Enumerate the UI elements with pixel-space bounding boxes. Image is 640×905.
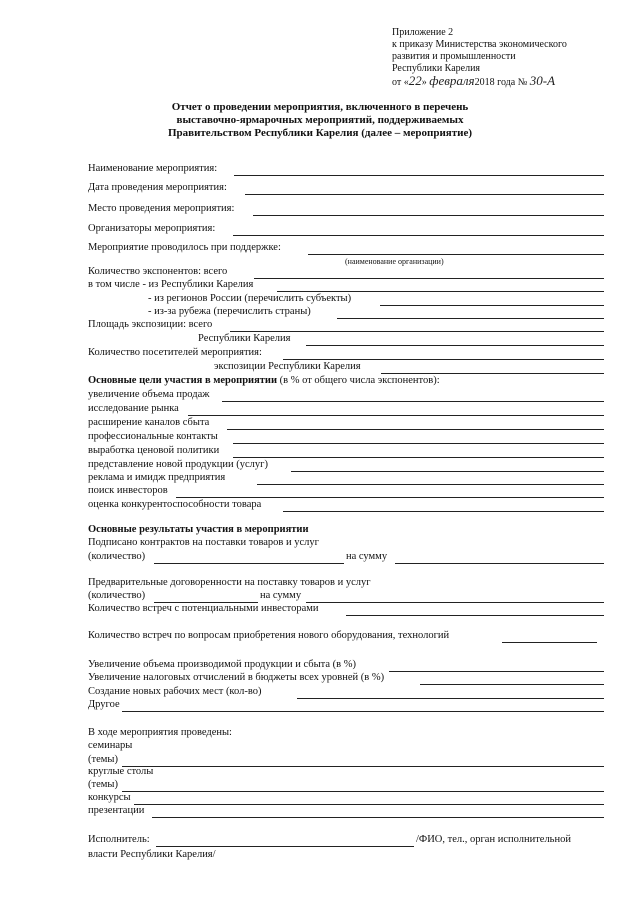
goal-item-line[interactable] (257, 484, 604, 485)
exhibitors-total-label: Количество экспонентов: всего (88, 266, 228, 277)
goal-item: профессиональные контакты (88, 431, 218, 442)
tax-growth-label: Увеличение налоговых отчислений в бюджеты всех уровней (в %) (88, 672, 385, 683)
goal-item: представление новой продукции (услуг) (88, 459, 268, 470)
header-line-1: Приложение 2 (392, 27, 454, 38)
area-total-line[interactable] (230, 331, 604, 332)
visitors-label: Количество посетителей мероприятия: (88, 347, 262, 358)
goal-item-line[interactable] (188, 415, 604, 416)
date-prefix: от « (392, 77, 409, 88)
exhibitors-karelia-label: в том числе - из Республики Карелия (88, 279, 254, 290)
new-jobs-line[interactable] (297, 698, 604, 699)
field-date-line[interactable] (245, 194, 604, 195)
support-caption: (наименование организации) (345, 257, 444, 266)
round-tables-topics-line[interactable] (122, 791, 604, 792)
visitors-karelia-line[interactable] (381, 373, 604, 374)
executor-label: Исполнитель: (88, 834, 150, 845)
investor-meetings-line[interactable] (346, 615, 604, 616)
order-date-line (392, 75, 555, 89)
contracts-sum-line[interactable] (395, 563, 604, 564)
exhibitors-karelia-line[interactable] (277, 291, 604, 292)
seminars-topics-line[interactable] (122, 766, 604, 767)
equipment-meetings-label: Количество встреч по вопросам приобретения нового оборудования, технологий (88, 630, 450, 641)
exhibitors-abroad-label: - из-за рубежа (перечислить страны) (148, 306, 311, 317)
goal-item: реклама и имидж предприятия (88, 472, 226, 483)
date-mid: » (421, 77, 427, 88)
equipment-meetings-line[interactable] (502, 642, 597, 643)
field-name-label: Наименование мероприятия: (88, 163, 218, 174)
prelim-sum-line[interactable] (306, 602, 604, 603)
prelim-label: Предварительные договоренности на поставку товаров и услуг (88, 577, 371, 588)
field-organizers-line[interactable] (233, 235, 604, 236)
area-total-label: Площадь экспозиции: всего (88, 319, 213, 330)
round-tables-topics-label: (темы) (88, 779, 118, 790)
exhibitors-total-line[interactable] (254, 278, 604, 279)
visitors-karelia-label: экспозиции Республики Карелия (214, 361, 361, 372)
contracts-qty-label: (количество) (88, 551, 146, 562)
goal-item-line[interactable] (291, 471, 604, 472)
field-support-line[interactable] (308, 254, 604, 255)
contracts-sum-label: на сумму (346, 551, 388, 562)
round-tables-label: круглые столы (88, 766, 154, 777)
handwritten-day: 22 (408, 73, 422, 88)
goals-heading (88, 375, 440, 387)
contracts-label: Подписано контрактов на поставки товаров и услуг (88, 537, 319, 548)
field-organizers-label: Организаторы мероприятия: (88, 223, 216, 234)
field-support-label: Мероприятие проводилось при поддержке: (88, 242, 281, 253)
seminars-label: семинары (88, 740, 133, 751)
area-karelia-line[interactable] (306, 345, 604, 346)
executor-suffix: /ФИО, тел., орган исполнительной (416, 834, 571, 845)
header-line-4: Республики Карелия (392, 63, 481, 74)
header-line-2: к приказу Министерства экономического (392, 39, 567, 50)
goals-heading-rest: (в % от общего числа экспонентов): (277, 375, 440, 386)
tax-growth-line[interactable] (420, 684, 604, 685)
goal-item-line[interactable] (283, 511, 604, 512)
goal-item-line[interactable] (176, 497, 604, 498)
goal-item: увеличение объема продаж (88, 389, 210, 400)
contests-label: конкурсы (88, 792, 131, 803)
field-place-line[interactable] (253, 215, 604, 216)
goal-item: расширение каналов сбыта (88, 417, 210, 428)
other-line[interactable] (122, 711, 604, 712)
exhibitors-abroad-line[interactable] (337, 318, 604, 319)
prelim-sum-label: на сумму (260, 590, 302, 601)
goal-item-line[interactable] (233, 443, 604, 444)
prelim-qty-label: (количество) (88, 590, 146, 601)
title-line-2: выставочно-ярмарочных мероприятий, поддерживаемых (176, 114, 464, 126)
handwritten-order-number: 30-А (529, 73, 556, 88)
goal-item: выработка ценовой политики (88, 445, 220, 456)
field-place-label: Место проведения мероприятия: (88, 203, 235, 214)
results-heading: Основные результаты участия в мероприятии (88, 524, 309, 535)
production-growth-label: Увеличение объема производимой продукции и сбыта (в %) (88, 659, 356, 670)
goal-item-line[interactable] (233, 457, 604, 458)
executor-line[interactable] (156, 846, 414, 847)
contracts-qty-line[interactable] (154, 563, 344, 564)
new-jobs-label: Создание новых рабочих мест (кол-во) (88, 686, 262, 697)
field-name-line[interactable] (234, 175, 604, 176)
goal-item-line[interactable] (227, 429, 604, 430)
visitors-line[interactable] (283, 359, 604, 360)
field-date-label: Дата проведения мероприятия: (88, 182, 227, 193)
title-line-1: Отчет о проведении мероприятия, включенного в перечень (171, 101, 469, 113)
goal-item: поиск инвесторов (88, 485, 168, 496)
executor-line-2: власти Республики Карелия/ (88, 849, 216, 860)
header-line-3: развития и промышленности (392, 51, 516, 62)
goals-heading-bold: Основные цели участия в мероприятии (88, 375, 278, 386)
goal-item: оценка конкурентоспособности товара (88, 499, 262, 510)
handwritten-month: февраля (429, 73, 475, 88)
contests-line[interactable] (134, 804, 604, 805)
production-growth-line[interactable] (389, 671, 604, 672)
seminars-topics-label: (темы) (88, 754, 118, 765)
events-heading: В ходе мероприятия проведены: (88, 727, 232, 738)
title-line-3: Правительством Республики Карелия (далее – мероприятие) (167, 127, 473, 139)
presentations-line[interactable] (152, 817, 604, 818)
exhibitors-regions-label: - из регионов России (перечислить субъекты) (148, 293, 352, 304)
presentations-label: презентации (88, 805, 145, 816)
other-label: Другое (88, 699, 120, 710)
area-karelia-label: Республики Карелия (198, 333, 291, 344)
goal-item: исследование рынка (88, 403, 179, 414)
exhibitors-regions-line[interactable] (380, 305, 604, 306)
date-year: 2018 года № (474, 77, 528, 88)
goal-item-line[interactable] (222, 401, 604, 402)
investor-meetings-label: Количество встреч с потенциальными инвесторами (88, 603, 319, 614)
